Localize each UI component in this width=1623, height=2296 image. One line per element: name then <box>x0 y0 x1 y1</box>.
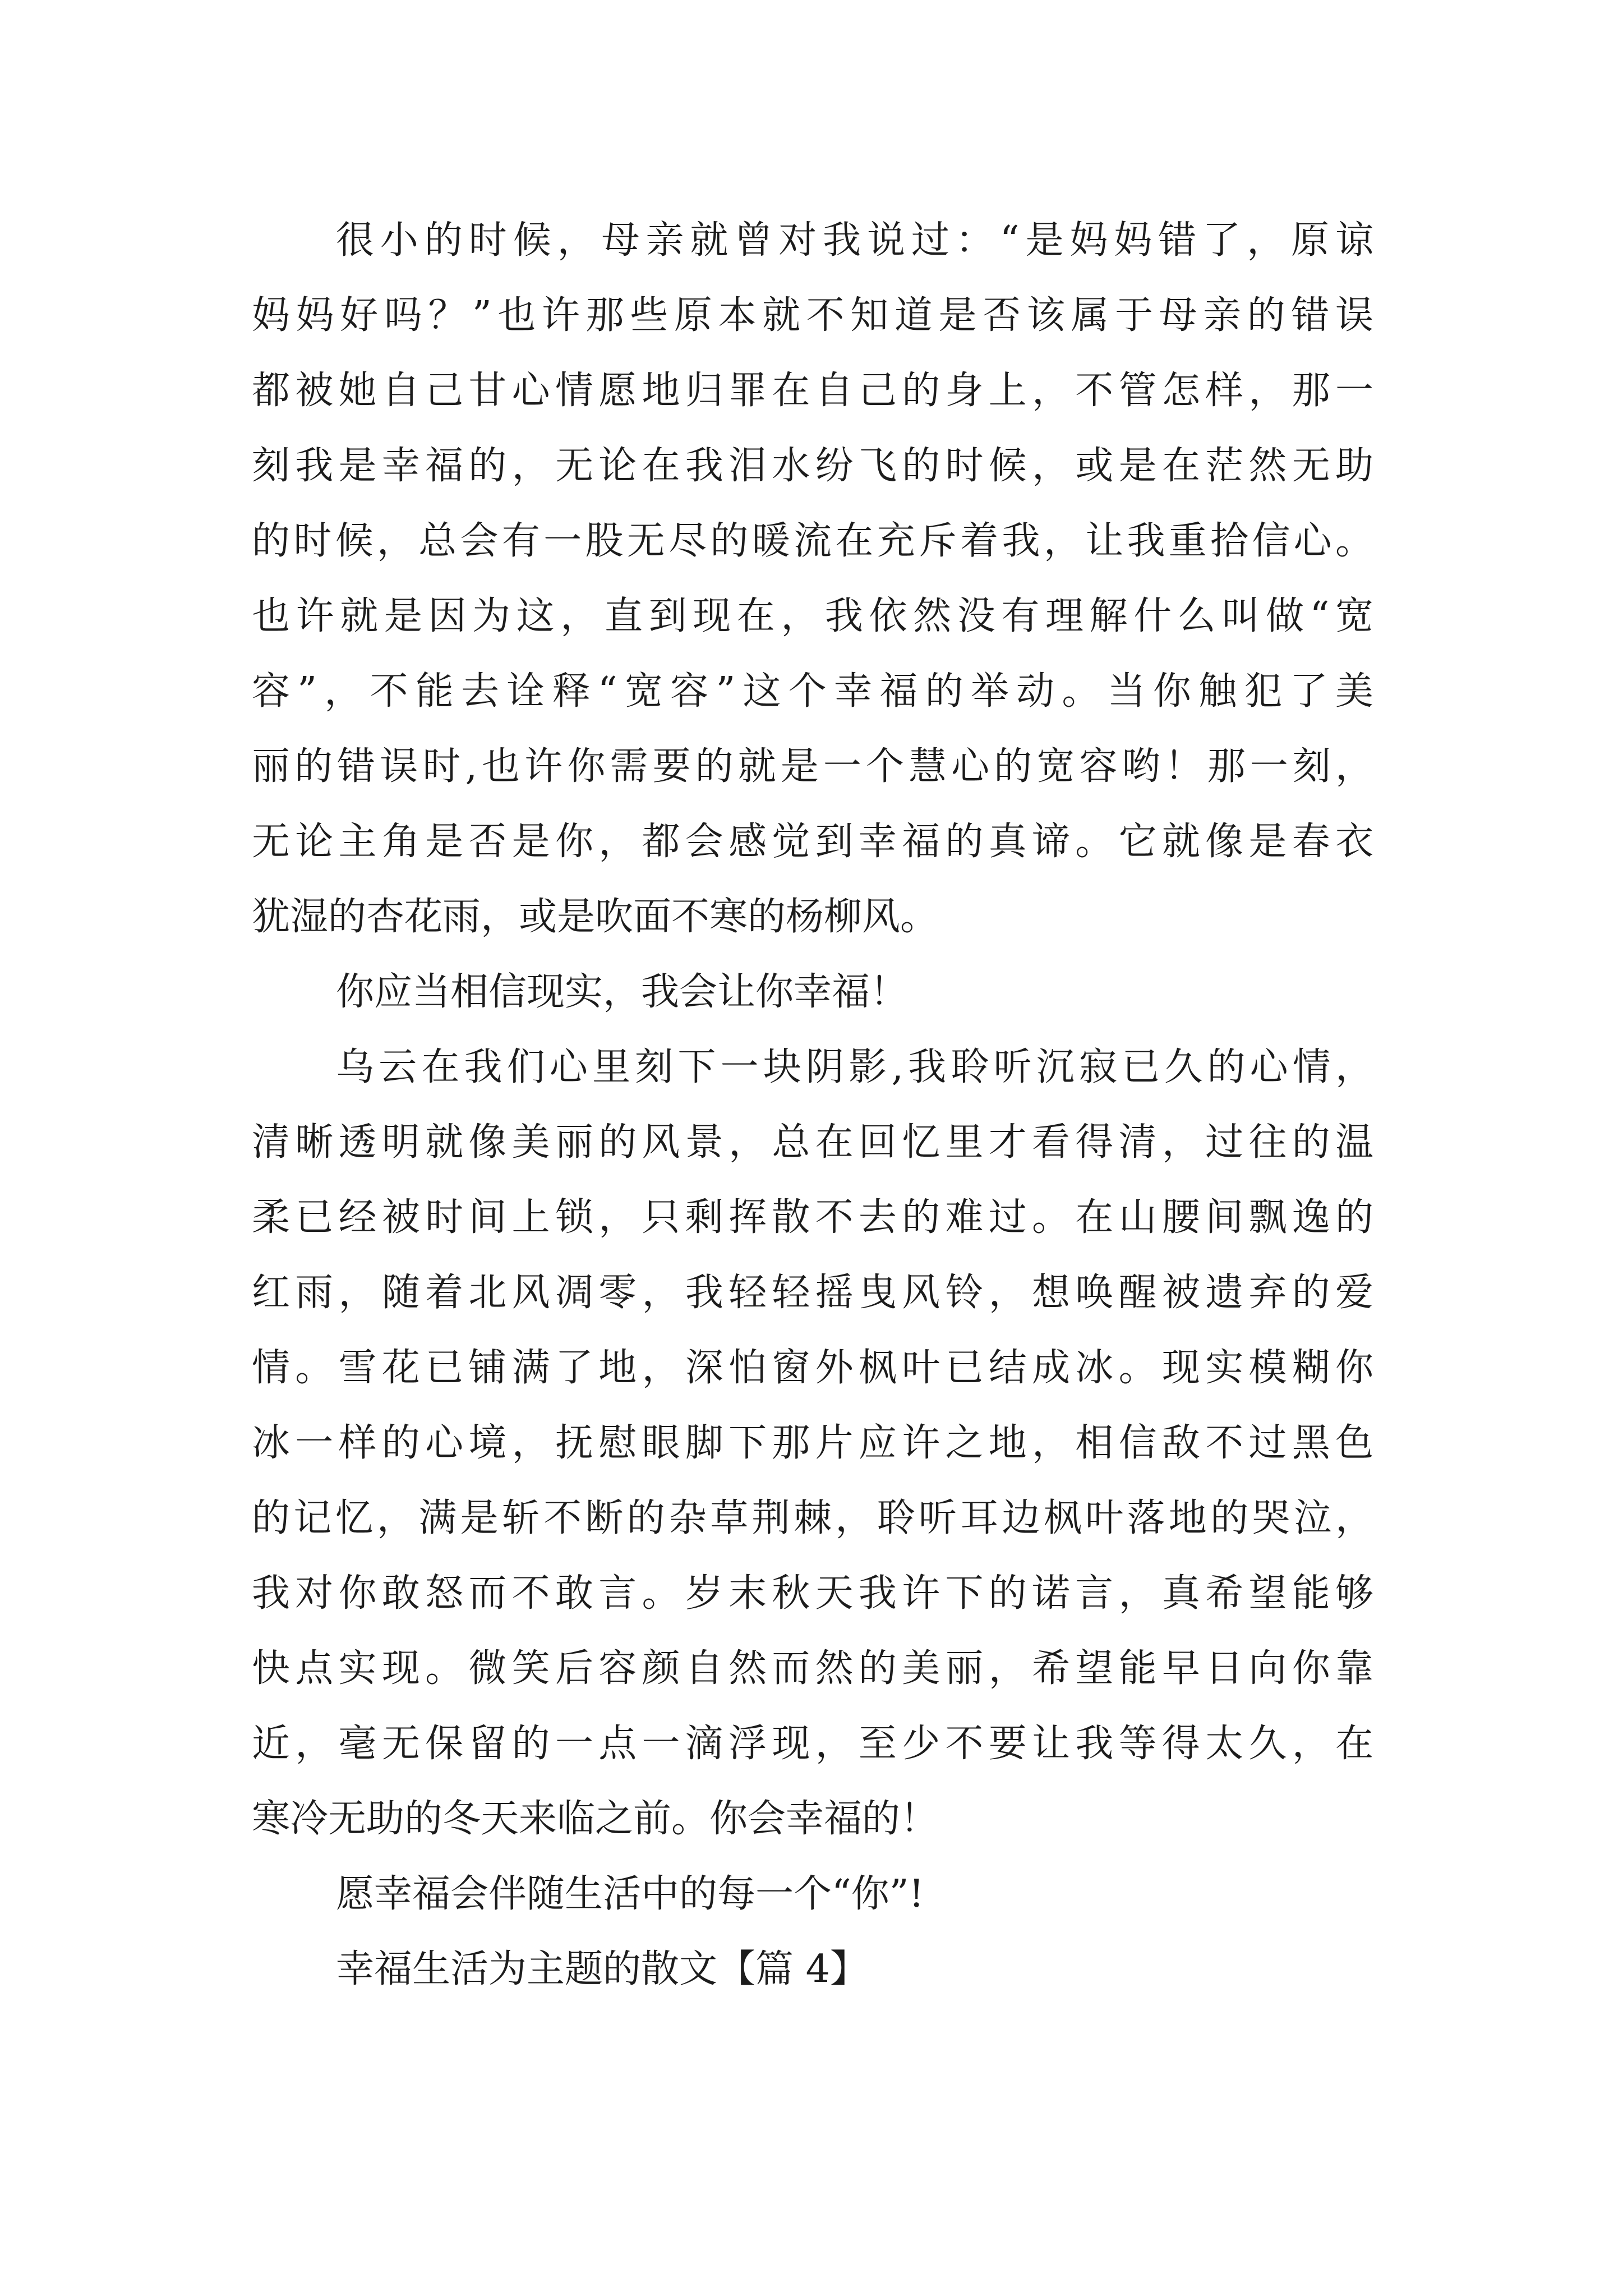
text-line: 我对你敢怒而不敢言。岁末秋天我许下的诺言，真希望能够 <box>252 1571 1373 1616</box>
paragraph-2 <box>252 968 1373 1043</box>
text-line: 都被她自己甘心情愿地归罪在自己的身上，不管怎样，那一 <box>252 369 1373 413</box>
paragraph-1 <box>252 217 1373 968</box>
text-line: 丽的错误时,也许你需要的就是一个慧心的宽容哟！那一刻， <box>252 744 1373 789</box>
text-line: 愿幸福会伴随生活中的每一个“你”! <box>336 1872 924 1916</box>
text-line: 无论主角是否是你，都会感觉到幸福的真谛。它就像是春衣 <box>252 820 1373 864</box>
text-line: 快点实现。微笑后容颜自然而然的美丽，希望能早日向你靠 <box>252 1646 1373 1691</box>
text-line: 情。雪花已铺满了地，深怕窗外枫叶已结成冰。现实模糊你 <box>252 1346 1373 1390</box>
text-line: 的记忆，满是斩不断的杂草荆棘，聆听耳边枫叶落地的哭泣， <box>252 1496 1373 1540</box>
text-line: 清晰透明就像美丽的风景，总在回忆里才看得清，过往的温 <box>252 1120 1373 1165</box>
text-line: 也许就是因为这，直到现在，我依然没有理解什么叫做“宽 <box>252 594 1373 638</box>
text-line: 妈妈好吗？”也许那些原本就不知道是否该属于母亲的错误 <box>252 293 1373 338</box>
text-line: 乌云在我们心里刻下一块阴影,我聆听沉寂已久的心情， <box>336 1045 1373 1089</box>
text-line: 寒冷无助的冬天来临之前。你会幸福的！ <box>252 1797 939 1841</box>
text-line: 刻我是幸福的，无论在我泪水纷飞的时候，或是在茫然无助 <box>252 444 1373 488</box>
text-line: 很小的时候，母亲就曾对我说过：“是妈妈错了，原谅 <box>336 218 1373 263</box>
document-body <box>252 217 1373 2021</box>
text-line: 柔已经被时间上锁，只剩挥散不去的难过。在山腰间飘逸的 <box>252 1195 1373 1240</box>
text-line: 犹湿的杏花雨，或是吹面不寒的杨柳风。 <box>252 895 939 939</box>
text-line: 幸福生活为主题的散文【篇 4】 <box>336 1947 868 1991</box>
text-line: 容”，不能去诠释“宽容”这个幸福的举动。当你触犯了美 <box>252 669 1373 714</box>
text-line: 近，毫无保留的一点一滴浮现，至少不要让我等得太久，在 <box>252 1722 1373 1766</box>
text-line: 的时候，总会有一股无尽的暖流在充斥着我，让我重拾信心。 <box>252 519 1373 563</box>
text-line: 你应当相信现实，我会让你幸福！ <box>336 970 909 1014</box>
text-line: 冰一样的心境，抚慰眼脚下那片应许之地，相信敌不过黑色 <box>252 1421 1373 1465</box>
paragraph-4 <box>252 1870 1373 1945</box>
text-line: 红雨，随着北风凋零，我轻轻摇曳风铃，想唤醒被遗弃的爱 <box>252 1271 1373 1315</box>
section-heading <box>252 1945 1373 2021</box>
paragraph-3 <box>252 1043 1373 1870</box>
